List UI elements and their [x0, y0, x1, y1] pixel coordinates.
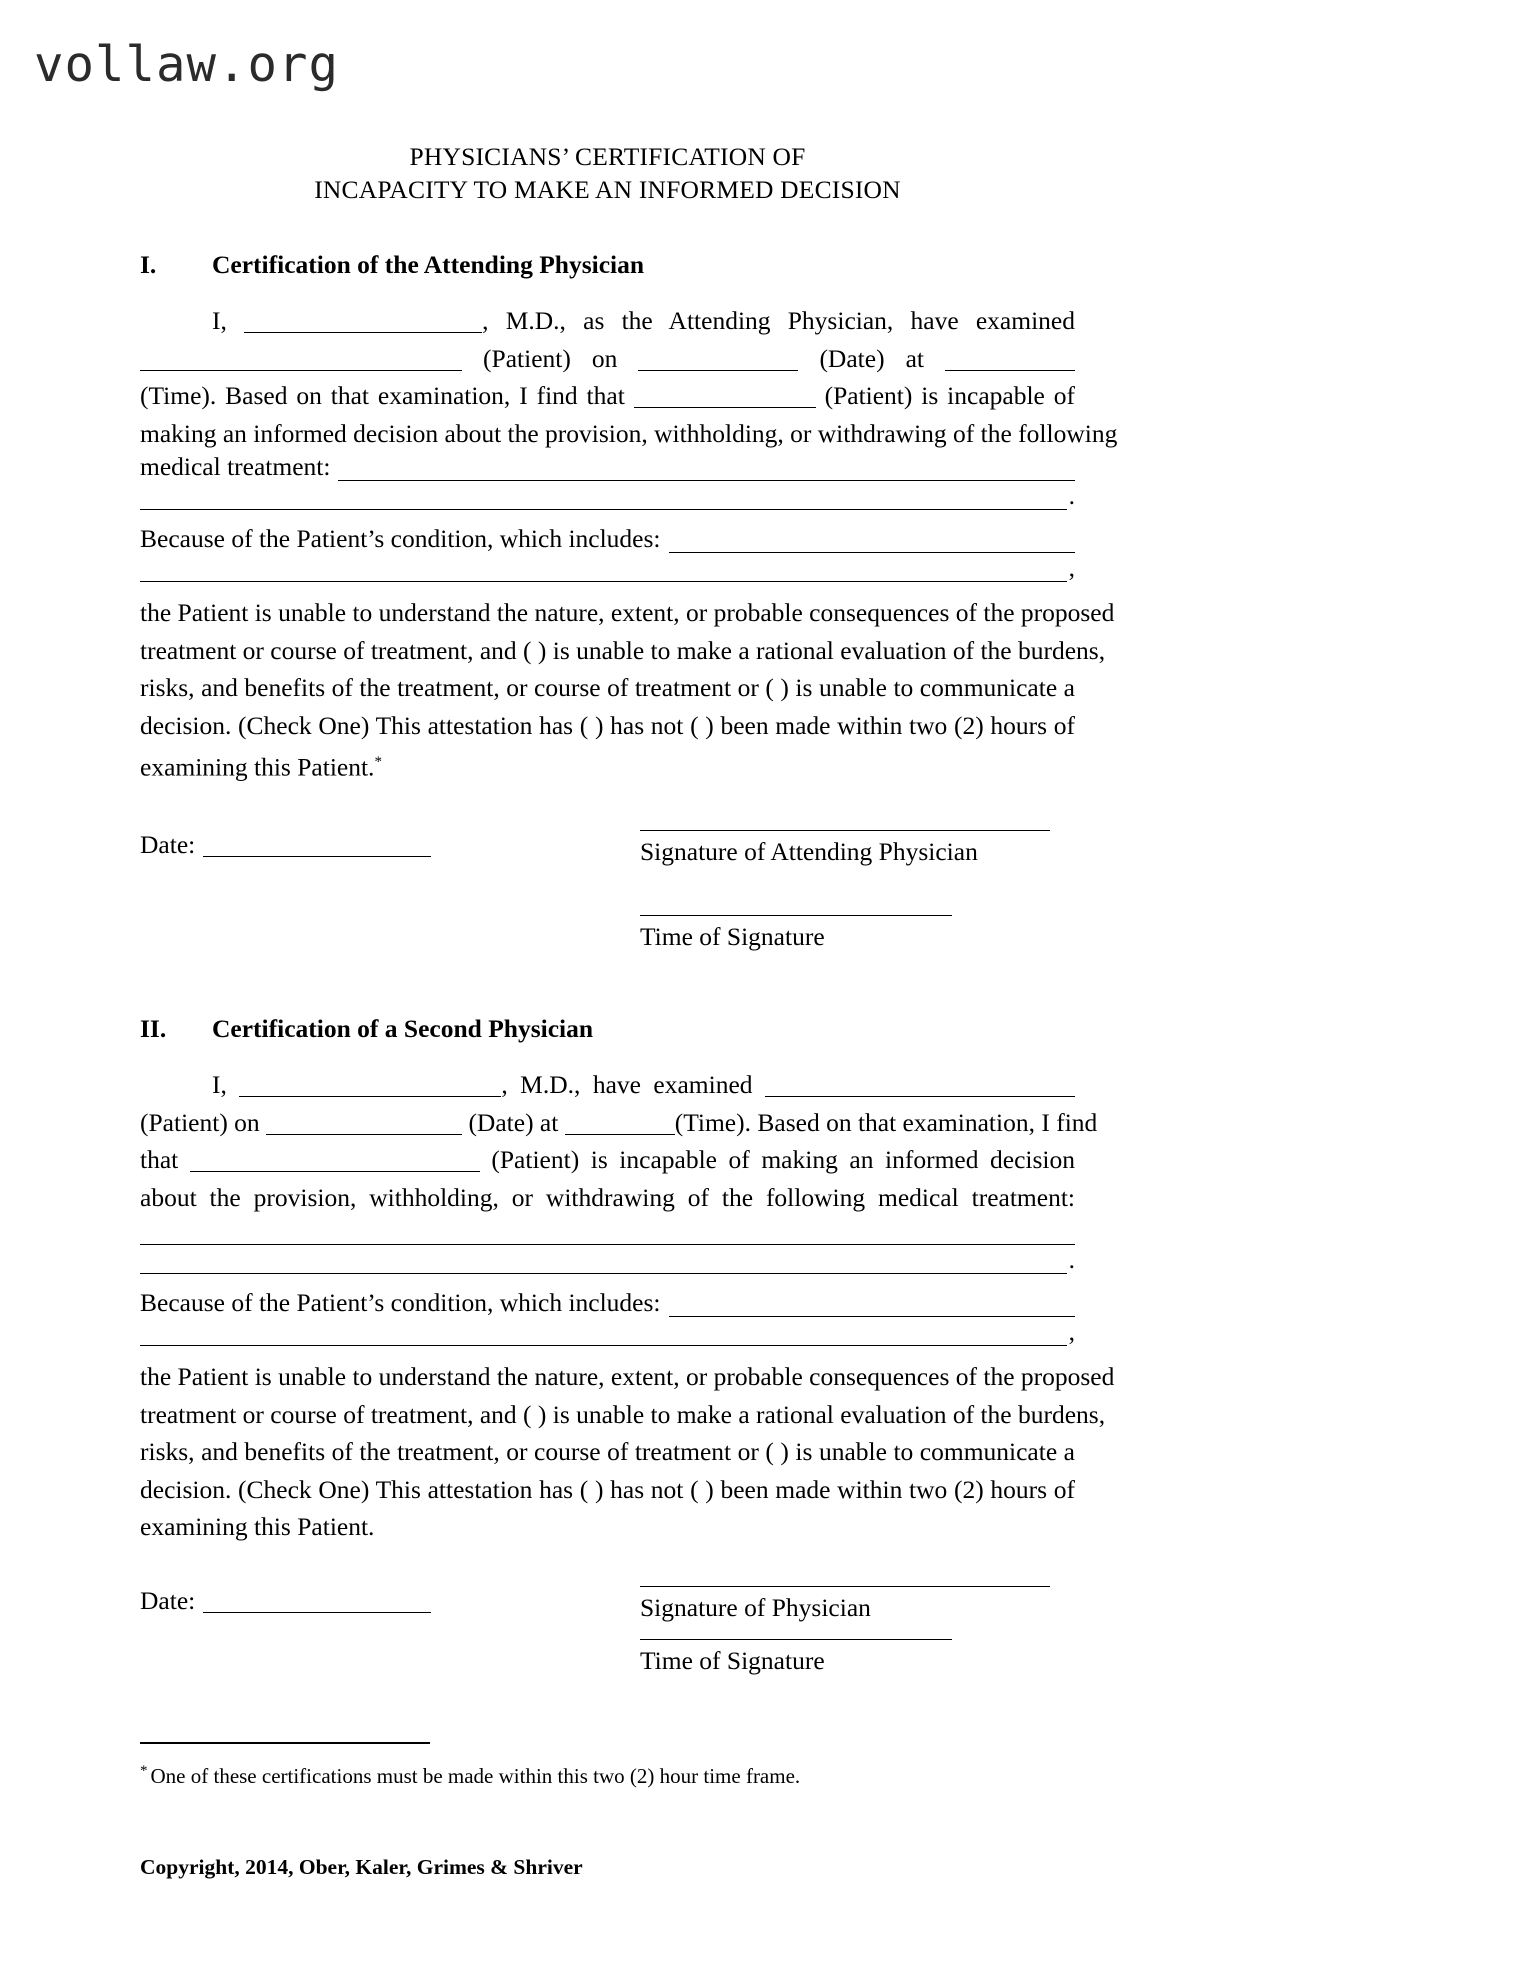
section-2-heading — [140, 1014, 1075, 1044]
s1-p1-line-6: . — [140, 481, 1075, 510]
s2-p1-line-5 — [140, 1216, 1075, 1245]
s1-p3-line-4: decision. (Check One) This attestation has ( ) has not ( ) been made within two (2) hours of — [140, 710, 1075, 740]
s1-signature-gap — [640, 869, 1050, 913]
s2-p2-line-2: , — [140, 1317, 1075, 1346]
section-2-paragraph-3 — [140, 1358, 1115, 1546]
s1-condition-field-2[interactable] — [140, 553, 1067, 582]
s2-p1-line-1: I, , M.D., have examined — [140, 1066, 1075, 1104]
section-2-paragraph-1 — [140, 1066, 1098, 1274]
s1-date-field[interactable] — [203, 831, 431, 857]
s2-date-field[interactable] — [203, 1587, 431, 1613]
s2-p3-line-2: treatment or course of treatment, and ( ) is unable to make a rational evaluation of the burdens, — [140, 1399, 1106, 1429]
s1-treatment-field-1[interactable] — [338, 452, 1075, 481]
s1-p1-line-3: (Time). Based on that examination, I find that (Patient) is incapable of — [140, 381, 1075, 410]
s2-condition-field-2[interactable] — [140, 1317, 1067, 1346]
document-content — [140, 140, 1118, 1678]
s1-p3-line-1: the Patient is unable to understand the nature, extent, or probable consequences of the proposed — [140, 598, 1115, 627]
footnote-area — [140, 1742, 1075, 1790]
s1-time-label: Time of Signature — [640, 922, 825, 951]
s1-p3-line-5: examining this Patient.* — [140, 752, 382, 782]
s2-patient-name-field-2[interactable] — [190, 1146, 480, 1172]
s2-p3-line-3: risks, and benefits of the treatment, or course of treatment or ( ) is unable to communicate a — [140, 1437, 1075, 1466]
s2-treatment-field-2[interactable] — [140, 1245, 1067, 1274]
s2-patient-name-field[interactable] — [765, 1071, 1075, 1097]
s2-signature-column — [640, 1584, 1050, 1678]
s2-p1-line-6: . — [140, 1245, 1075, 1274]
s1-p1-line-1: I, , M.D., as the Attending Physician, have examined — [212, 306, 1075, 335]
s1-p1-line-5: medical treatment: — [140, 452, 1075, 481]
footnote-separator-rule — [140, 1742, 430, 1744]
title-line-1: PHYSICIANS’ CERTIFICATION OF — [409, 142, 806, 171]
s2-signature-gap — [640, 1625, 1050, 1637]
copyright-notice: Copyright, 2014, Ober, Kaler, Grimes & Shriver — [140, 1855, 583, 1879]
s1-exam-date-field[interactable] — [638, 345, 798, 371]
s1-physician-name-field[interactable] — [244, 307, 482, 333]
section-1-signature-block — [140, 828, 1075, 954]
s2-p2-line-1: Because of the Patient’s condition, which includes: — [140, 1288, 1075, 1317]
s2-p3-line-4: decision. (Check One) This attestation has ( ) has not ( ) been made within two (2) hours of — [140, 1474, 1075, 1504]
s1-signature-column — [640, 828, 1050, 954]
s2-p1-line-4: about the provision, withholding, or withdrawing of the following medical treatment: — [140, 1182, 1075, 1212]
s1-patient-name-field[interactable] — [140, 345, 462, 371]
title-line-2: INCAPACITY TO MAKE AN INFORMED DECISION — [314, 175, 901, 204]
section-2-title: Certification of a Second Physician — [212, 1014, 594, 1043]
site-watermark: vollaw.org — [34, 36, 340, 93]
section-2-paragraph-2 — [140, 1288, 1075, 1346]
s1-date-row: Date: — [140, 828, 431, 862]
section-1-number: I. — [140, 250, 157, 279]
s2-exam-time-field[interactable] — [565, 1109, 675, 1135]
s1-treatment-field-2[interactable] — [140, 481, 1067, 510]
s2-signature-label: Signature of Physician — [640, 1592, 871, 1622]
s1-p2-line-2: , — [140, 553, 1075, 582]
section-1-paragraph-2 — [140, 524, 1075, 582]
section-2-number: II. — [140, 1014, 167, 1043]
s2-time-label: Time of Signature — [640, 1645, 825, 1675]
s2-date-row: Date: — [140, 1584, 431, 1618]
section-2-signature-block — [140, 1584, 1075, 1678]
footnote-marker-inline: * — [374, 754, 382, 770]
s1-p3-line-2: treatment or course of treatment, and ( ) is unable to make a rational evaluation of the burdens, — [140, 635, 1106, 665]
s1-condition-field-1[interactable] — [669, 524, 1075, 553]
s1-patient-name-field-2[interactable] — [634, 382, 816, 408]
s1-exam-time-field[interactable] — [945, 345, 1075, 371]
s2-treatment-field-1[interactable] — [140, 1216, 1075, 1245]
s2-exam-date-field[interactable] — [266, 1109, 462, 1135]
s2-condition-field-1[interactable] — [669, 1288, 1075, 1317]
footnote-body: One of these certifications must be made within this two (2) hour time frame. — [150, 1764, 801, 1788]
footnote-star-icon: * — [140, 1763, 148, 1779]
s2-p1-line-2: (Patient) on (Date) at (Time). Based on that examination, I find — [140, 1107, 1098, 1137]
section-1-paragraph-1 — [140, 302, 1118, 510]
document-title — [140, 140, 1075, 206]
s1-signature-label: Signature of Attending Physician — [640, 837, 978, 866]
section-1-paragraph-3 — [140, 594, 1115, 786]
s1-p2-line-1: Because of the Patient’s condition, which includes: — [140, 524, 1075, 553]
s1-p3-line-3: risks, and benefits of the treatment, or course of treatment or ( ) is unable to communicate a — [140, 673, 1075, 702]
s2-physician-name-field[interactable] — [239, 1071, 501, 1097]
s2-p3-line-1: the Patient is unable to understand the nature, extent, or probable consequences of the proposed — [140, 1362, 1115, 1391]
s2-p3-line-5: examining this Patient. — [140, 1512, 375, 1541]
footnote-text — [140, 1757, 1075, 1790]
section-1-heading — [140, 250, 1075, 280]
s1-p1-line-2: (Patient) on (Date) at — [140, 340, 1075, 378]
s2-p1-line-3: that (Patient) is incapable of making an informed decision — [140, 1145, 1076, 1174]
section-1-title: Certification of the Attending Physician — [212, 250, 645, 279]
s1-p1-line-4: making an informed decision about the provision, withholding, or withdrawing of the following — [140, 418, 1118, 448]
